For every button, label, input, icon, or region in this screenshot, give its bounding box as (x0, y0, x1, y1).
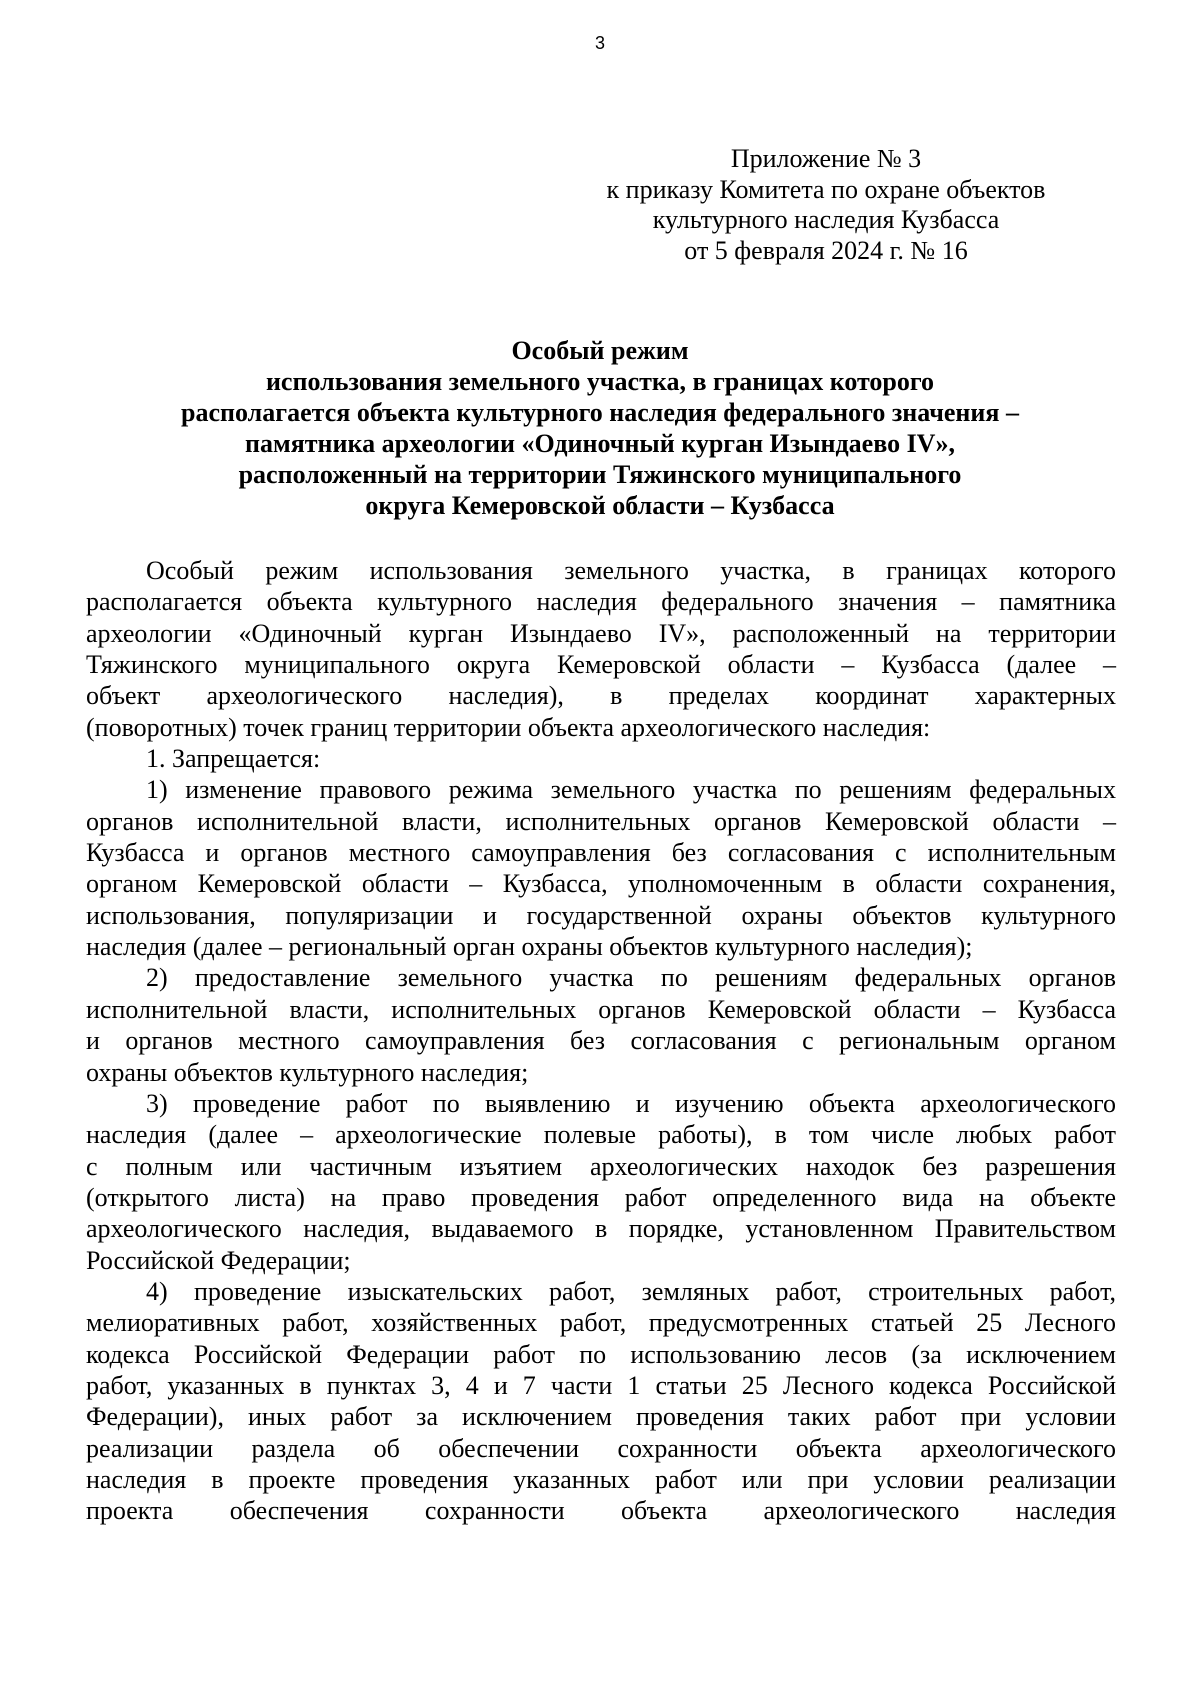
body-line: исполнительной власти, исполнительных органов Кемеровской области – Кузбасса (86, 994, 1116, 1024)
body-line: использования, популяризации и государственной охраны объектов культурного (86, 900, 1116, 930)
body-line: проекта обеспечения сохранности объекта археологического наследия (86, 1496, 1116, 1526)
appendix-date: от 5 февраля 2024 г. № 16 (684, 235, 968, 265)
body-line: 3) проведение работ по выявлению и изучению объекта археологического (146, 1088, 1116, 1118)
appendix-number: Приложение № 3 (730, 144, 922, 173)
body-line: кодекса Российской Федерации работ по использованию лесов (за исключением (86, 1339, 1116, 1369)
title-line: Особый режим (511, 336, 689, 365)
body-line: наследия (далее – археологические полевые работы), в том числе любых работ (86, 1120, 1116, 1150)
body-line: (открытого листа) на право проведения работ определенного вида на объекте (86, 1182, 1116, 1212)
appendix-header (540, 144, 1112, 266)
body-line: Тяжинского муниципального округа Кемеровской области – Кузбасса (далее – (86, 650, 1116, 680)
body-line: Российской Федерации; (86, 1245, 351, 1275)
section-heading: 1. Запрещается: (146, 744, 321, 774)
appendix-committee: культурного наследия Кузбасса (652, 205, 1000, 234)
body-line: археологии «Одиночный курган Изындаево IV», расположенный на территории (86, 618, 1116, 648)
body-line: 1) изменение правового режима земельного участка по решениям федеральных (146, 775, 1116, 805)
body-line: и органов местного самоуправления без согласования с региональным органом (86, 1026, 1116, 1056)
body-line: с полным или частичным изъятием археологических находок без разрешения (86, 1151, 1116, 1181)
body-line: археологического наследия, выдаваемого в порядке, установленном Правительством (86, 1214, 1116, 1244)
body-line: 2) предоставление земельного участка по решениям федеральных органов (146, 963, 1116, 993)
body-line: органом Кемеровской области – Кузбасса, уполномоченным в области сохранения, (86, 869, 1116, 899)
title-line: использования земельного участка, в границах которого (265, 367, 935, 396)
title-line: памятника археологии «Одиночный курган Изындаево IV», (245, 429, 955, 458)
body-line: наследия в проекте проведения указанных работ или при условии реализации (86, 1464, 1116, 1494)
body-line: Особый режим использования земельного участка, в границах которого (146, 556, 1116, 585)
body-line: Кузбасса и органов местного самоуправления без согласования с исполнительным (86, 838, 1116, 868)
title-line: расположенный на территории Тяжинского муниципального (238, 460, 962, 489)
body-line: 4) проведение изыскательских работ, земляных работ, строительных работ, (146, 1276, 1116, 1306)
body-line: реализации раздела об обеспечении сохранности объекта археологического (86, 1433, 1116, 1463)
document-title (88, 335, 1112, 521)
body-line: наследия (далее – региональный орган охраны объектов культурного наследия); (86, 932, 973, 962)
appendix-order-reference: к приказу Комитета по охране объектов (606, 174, 1046, 204)
body-line: мелиоративных работ, хозяйственных работ, предусмотренных статьей 25 Лесного (86, 1308, 1116, 1338)
body-line: объект археологического наследия), в пределах координат характерных (86, 681, 1116, 711)
body-line: располагается объекта культурного наследия федерального значения – памятника (86, 587, 1116, 617)
title-line: округа Кемеровской области – Кузбасса (365, 491, 835, 520)
body-line: органов исполнительной власти, исполнительных органов Кемеровской области – (86, 806, 1116, 836)
document-body (86, 555, 1116, 1527)
body-line: Федерации), иных работ за исключением проведения таких работ при условии (86, 1402, 1116, 1432)
title-line: располагается объекта культурного наследия федерального значения – (181, 398, 1019, 427)
body-line: работ, указанных в пунктах 3, 4 и 7 части 1 статьи 25 Лесного кодекса Российской (86, 1370, 1116, 1400)
body-line: (поворотных) точек границ территории объекта археологического наследия: (86, 712, 931, 742)
page-number: 3 (594, 33, 605, 53)
body-line: охраны объектов культурного наследия; (86, 1057, 529, 1087)
